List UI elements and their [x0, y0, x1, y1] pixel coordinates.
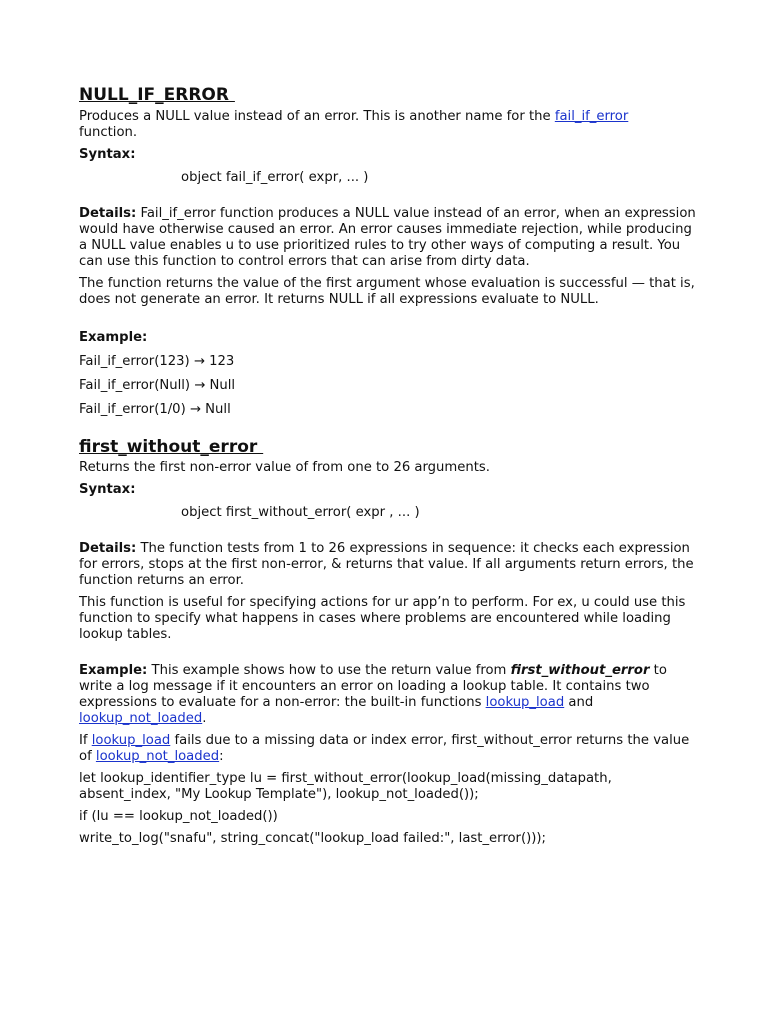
section1-details: [79, 206, 699, 270]
section2-details-2: This function is useful for specifying actions for ur app’n to perform. For ex, u could use this function to specify what happens in cases where problems are encountered while loading lookup tables.: [79, 595, 686, 642]
section2-signature: object first_without_error( expr , ... ): [181, 505, 420, 520]
example-label: Example:: [79, 663, 148, 678]
section2-syntax-label: [79, 482, 699, 498]
arrow-icon: →: [189, 402, 201, 417]
example-text-4: .: [202, 711, 207, 726]
example-text-2: to write a log message if it encounters an error on loading a lookup table. It contains two expressions to evaluate for a non-error: the built-in functions: [79, 663, 667, 710]
if-text-3: :: [219, 749, 224, 764]
if-text-2: fails due to a missing data or index error, first_without_error returns the value of: [79, 733, 690, 764]
lookup-load-link[interactable]: lookup_load: [485, 695, 565, 710]
code-line-2: if (lu == lookup_not_loaded()): [79, 809, 278, 824]
details-label: Details:: [79, 206, 137, 221]
example-expr: Fail_if_error(1/0): [79, 402, 190, 417]
section2-description: Returns the first non-error value of from one to 26 arguments.: [79, 460, 490, 475]
lookup-not-loaded-link[interactable]: lookup_not_loaded: [79, 711, 203, 726]
example-result: Null: [205, 378, 236, 393]
lookup-not-loaded-link-2[interactable]: lookup_not_loaded: [95, 749, 220, 764]
code-line-1: let lookup_identifier_type lu = first_without_error(lookup_load(missing_datapath, absent_index, "My Lookup Template"), lookup_not_loaded());: [79, 771, 612, 802]
example-bold-function: first_without_error: [510, 663, 650, 678]
section1-details-2: The function returns the value of the first argument whose evaluation is successful — that is, does not generate an error. It returns NULL if all expressions evaluate to NULL.: [79, 276, 695, 307]
example-line: [79, 378, 699, 394]
details-label: Details:: [79, 541, 137, 556]
document-page: [79, 84, 699, 847]
example-result: Null: [200, 402, 231, 417]
example-line: [79, 402, 699, 418]
lookup-load-link-2[interactable]: lookup_load: [91, 733, 171, 748]
example-expr: Fail_if_error(123): [79, 354, 194, 369]
arrow-icon: →: [194, 378, 206, 393]
fail-if-error-link[interactable]: fail_if_error: [554, 109, 629, 124]
section1-desc-text: Produces a NULL value instead of an error. This is another name for the: [79, 109, 555, 124]
if-text-1: If: [79, 733, 92, 748]
section1-syntax-label: [79, 147, 699, 163]
section2-example: [79, 663, 699, 727]
example-label: Example:: [79, 330, 148, 345]
section2-details: [79, 541, 699, 589]
section1-description: [79, 109, 699, 141]
example-expr: Fail_if_error(Null): [79, 378, 195, 393]
example-text-3: and: [564, 695, 594, 710]
section1-example-label: [79, 330, 699, 346]
section-title-first-without-error: first_without_error: [79, 437, 264, 457]
code-line-3: write_to_log("snafu", string_concat("lookup_load failed:", last_error()));: [79, 831, 546, 846]
example-line: [79, 354, 699, 370]
section2-details-text: The function tests from 1 to 26 expressions in sequence: it checks each expression for errors, stops at the first non-error, & returns that value. If all arguments return errors, the function returns an error.: [79, 541, 694, 588]
example-result: 123: [204, 354, 235, 369]
arrow-icon: →: [193, 354, 205, 369]
section2-if-paragraph: [79, 733, 699, 765]
section1-signature: object fail_if_error( expr, ... ): [181, 170, 369, 185]
section-title-null-if-error: NULL_IF_ERROR: [79, 85, 235, 105]
section1-details-text: Fail_if_error function produces a NULL value instead of an error, when an expression would have otherwise caused an error. An error causes immediate rejection, while producing a NULL value enables u to use prioritized rules to try other ways of computing a result. You can use this function to control errors that can arise from dirty data.: [79, 206, 696, 269]
section1-desc-tail: function.: [79, 125, 138, 140]
syntax-label: Syntax:: [79, 482, 136, 497]
syntax-label: Syntax:: [79, 147, 136, 162]
example-text-1: This example shows how to use the return value from: [147, 663, 511, 678]
